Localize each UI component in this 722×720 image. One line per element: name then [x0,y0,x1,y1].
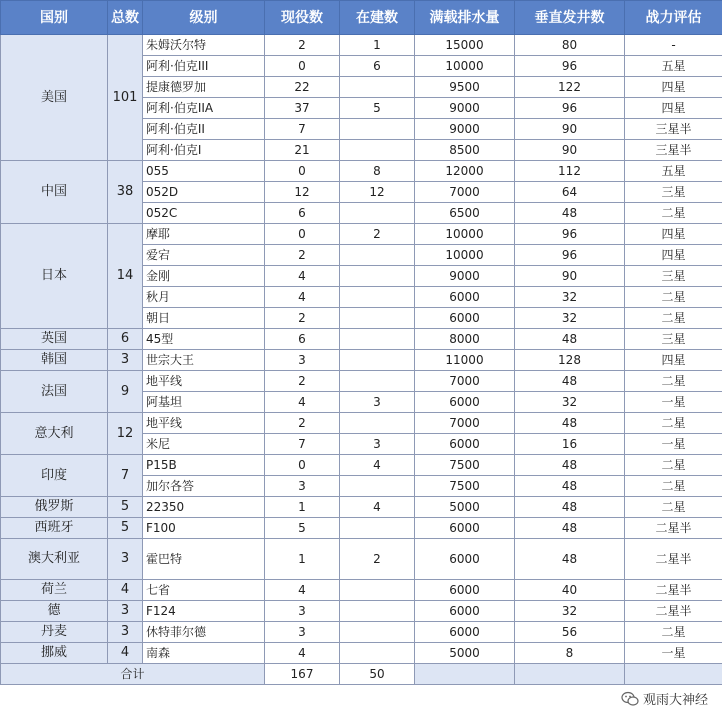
class-cell: 地平线 [143,413,265,434]
rating-cell: 二星 [625,371,722,392]
rating-cell: 二星半 [625,539,722,580]
class-cell: 阿利·伯克III [143,56,265,77]
rating-cell: - [625,35,722,56]
active-cell: 4 [265,266,340,287]
rating-cell: 二星 [625,622,722,643]
rating-cell: 四星 [625,98,722,119]
vls-cell: 122 [515,77,625,98]
vls-cell: 96 [515,245,625,266]
building-cell [340,413,415,434]
displacement-cell: 11000 [415,350,515,371]
rating-cell: 二星 [625,476,722,497]
displacement-cell: 9000 [415,119,515,140]
vls-cell: 48 [515,539,625,580]
displacement-cell: 6000 [415,434,515,455]
building-cell [340,119,415,140]
rating-cell: 三星半 [625,119,722,140]
rating-cell: 二星 [625,287,722,308]
vls-cell: 80 [515,35,625,56]
building-cell [340,77,415,98]
table-row [1,643,722,664]
header-rating: 战力评估 [625,1,722,35]
rating-cell: 四星 [625,245,722,266]
displacement-cell: 6000 [415,601,515,622]
building-cell: 2 [340,224,415,245]
active-cell: 4 [265,580,340,601]
displacement-cell: 7500 [415,476,515,497]
rating-cell: 五星 [625,161,722,182]
displacement-cell: 6000 [415,287,515,308]
total-cell: 6 [108,329,143,350]
country-cell: 印度 [1,455,108,497]
class-cell: 朱姆沃尔特 [143,35,265,56]
country-cell: 澳大利亚 [1,539,108,580]
building-cell: 3 [340,392,415,413]
building-cell [340,601,415,622]
vls-cell: 48 [515,518,625,539]
header-class: 级别 [143,1,265,35]
total-building: 50 [340,664,415,685]
vls-cell: 48 [515,203,625,224]
class-cell: 052D [143,182,265,203]
header-total: 总数 [108,1,143,35]
table-row [1,601,722,622]
header-country: 国别 [1,1,108,35]
total-cell: 4 [108,643,143,664]
building-cell: 2 [340,539,415,580]
class-cell: 七省 [143,580,265,601]
displacement-cell: 7000 [415,182,515,203]
country-cell: 丹麦 [1,622,108,643]
building-cell [340,140,415,161]
class-cell: 加尔各答 [143,476,265,497]
rating-cell: 三星 [625,182,722,203]
active-cell: 1 [265,539,340,580]
active-cell: 6 [265,203,340,224]
header-vls: 垂直发井数 [515,1,625,35]
displacement-cell: 6500 [415,203,515,224]
building-cell [340,476,415,497]
building-cell: 1 [340,35,415,56]
country-cell: 挪威 [1,643,108,664]
active-cell: 3 [265,601,340,622]
displacement-cell: 8500 [415,140,515,161]
rating-cell: 二星 [625,203,722,224]
class-cell: F100 [143,518,265,539]
country-cell: 法国 [1,371,108,413]
table-row [1,413,722,434]
displacement-cell: 7500 [415,455,515,476]
table-row [1,497,722,518]
class-cell: 南森 [143,643,265,664]
watermark [619,689,710,708]
active-cell: 12 [265,182,340,203]
class-cell: 地平线 [143,371,265,392]
vls-cell: 48 [515,371,625,392]
table-row [1,580,722,601]
displacement-cell: 6000 [415,308,515,329]
active-cell: 7 [265,434,340,455]
vls-cell: 32 [515,601,625,622]
active-cell: 0 [265,224,340,245]
vls-cell: 32 [515,308,625,329]
active-cell: 0 [265,455,340,476]
building-cell [340,622,415,643]
class-cell: 米尼 [143,434,265,455]
active-cell: 0 [265,56,340,77]
class-cell: 阿基坦 [143,392,265,413]
country-cell: 日本 [1,224,108,329]
rating-cell: 二星 [625,413,722,434]
vls-cell: 32 [515,392,625,413]
country-cell: 英国 [1,329,108,350]
table-row [1,329,722,350]
vls-cell: 90 [515,266,625,287]
class-cell: 052C [143,203,265,224]
vls-cell: 32 [515,287,625,308]
class-cell: 朝日 [143,308,265,329]
displacement-cell: 6000 [415,518,515,539]
country-cell: 美国 [1,35,108,161]
vls-cell: 48 [515,329,625,350]
vls-cell: 48 [515,413,625,434]
table-row [1,350,722,371]
displacement-cell: 9500 [415,77,515,98]
total-cell: 4 [108,580,143,601]
table-row [1,455,722,476]
active-cell: 21 [265,140,340,161]
total-row [1,664,722,685]
active-cell: 0 [265,161,340,182]
wechat-icon [621,691,639,707]
total-cell: 3 [108,539,143,580]
total-cell: 5 [108,518,143,539]
building-cell [340,329,415,350]
total-cell: 12 [108,413,143,455]
total-blank [625,664,722,685]
active-cell: 2 [265,371,340,392]
header-row [1,1,722,35]
vls-cell: 8 [515,643,625,664]
country-cell: 荷兰 [1,580,108,601]
rating-cell: 三星 [625,266,722,287]
displacement-cell: 15000 [415,35,515,56]
total-cell: 3 [108,601,143,622]
table-row [1,539,722,580]
country-cell: 俄罗斯 [1,497,108,518]
vls-cell: 96 [515,56,625,77]
displacement-cell: 12000 [415,161,515,182]
vls-cell: 56 [515,622,625,643]
rating-cell: 三星半 [625,140,722,161]
table-row [1,518,722,539]
rating-cell: 四星 [625,350,722,371]
class-cell: 22350 [143,497,265,518]
rating-cell: 三星 [625,329,722,350]
total-label: 合计 [1,664,265,685]
building-cell [340,203,415,224]
vls-cell: 16 [515,434,625,455]
total-cell: 3 [108,350,143,371]
vls-cell: 48 [515,476,625,497]
displacement-cell: 5000 [415,643,515,664]
class-cell: 提康德罗加 [143,77,265,98]
vls-cell: 48 [515,455,625,476]
displacement-cell: 5000 [415,497,515,518]
rating-cell: 一星 [625,392,722,413]
rating-cell: 四星 [625,77,722,98]
building-cell: 6 [340,56,415,77]
active-cell: 4 [265,643,340,664]
total-cell: 5 [108,497,143,518]
active-cell: 5 [265,518,340,539]
vls-cell: 90 [515,119,625,140]
class-cell: 休特菲尔德 [143,622,265,643]
class-cell: 055 [143,161,265,182]
total-cell: 9 [108,371,143,413]
total-cell: 101 [108,35,143,161]
active-cell: 2 [265,413,340,434]
vls-cell: 48 [515,497,625,518]
country-cell: 西班牙 [1,518,108,539]
displacement-cell: 9000 [415,266,515,287]
rating-cell: 二星 [625,308,722,329]
total-cell: 38 [108,161,143,224]
table-row [1,35,722,56]
building-cell [340,287,415,308]
table-row [1,622,722,643]
class-cell: 霍巴特 [143,539,265,580]
active-cell: 2 [265,245,340,266]
vls-cell: 128 [515,350,625,371]
class-cell: 金刚 [143,266,265,287]
building-cell [340,518,415,539]
active-cell: 3 [265,476,340,497]
active-cell: 4 [265,287,340,308]
table-body [1,35,722,664]
class-cell: 秋月 [143,287,265,308]
total-cell: 3 [108,622,143,643]
table-row [1,224,722,245]
header-displacement: 满载排水量 [415,1,515,35]
class-cell: 摩耶 [143,224,265,245]
vls-cell: 90 [515,140,625,161]
building-cell: 3 [340,434,415,455]
total-active: 167 [265,664,340,685]
displacement-cell: 6000 [415,622,515,643]
rating-cell: 二星半 [625,601,722,622]
class-cell: 阿利·伯克IIA [143,98,265,119]
class-cell: 阿利·伯克II [143,119,265,140]
header-building: 在建数 [340,1,415,35]
active-cell: 4 [265,392,340,413]
active-cell: 1 [265,497,340,518]
country-cell: 意大利 [1,413,108,455]
building-cell: 4 [340,497,415,518]
building-cell: 8 [340,161,415,182]
vls-cell: 64 [515,182,625,203]
class-cell: F124 [143,601,265,622]
building-cell [340,266,415,287]
building-cell [340,371,415,392]
class-cell: P15B [143,455,265,476]
rating-cell: 一星 [625,434,722,455]
building-cell: 12 [340,182,415,203]
displacement-cell: 7000 [415,413,515,434]
displacement-cell: 10000 [415,224,515,245]
rating-cell: 二星半 [625,518,722,539]
class-cell: 45型 [143,329,265,350]
class-cell: 世宗大王 [143,350,265,371]
active-cell: 22 [265,77,340,98]
rating-cell: 二星 [625,455,722,476]
country-cell: 韩国 [1,350,108,371]
table-row [1,161,722,182]
building-cell: 4 [340,455,415,476]
displacement-cell: 6000 [415,392,515,413]
building-cell [340,350,415,371]
displacement-cell: 7000 [415,371,515,392]
table-row [1,371,722,392]
displacement-cell: 6000 [415,539,515,580]
active-cell: 37 [265,98,340,119]
total-cell: 7 [108,455,143,497]
displacement-cell: 9000 [415,98,515,119]
vls-cell: 112 [515,161,625,182]
displacement-cell: 10000 [415,245,515,266]
building-cell [340,580,415,601]
watermark-text: 观雨大神经 [642,693,708,708]
vls-cell: 96 [515,224,625,245]
vls-cell: 40 [515,580,625,601]
total-blank [515,664,625,685]
header-active: 现役数 [265,1,340,35]
country-cell: 中国 [1,161,108,224]
building-cell: 5 [340,98,415,119]
rating-cell: 四星 [625,224,722,245]
rating-cell: 五星 [625,56,722,77]
class-cell: 爱宕 [143,245,265,266]
country-cell: 德 [1,601,108,622]
active-cell: 3 [265,350,340,371]
active-cell: 7 [265,119,340,140]
active-cell: 3 [265,622,340,643]
displacement-cell: 10000 [415,56,515,77]
class-cell: 阿利·伯克I [143,140,265,161]
displacement-cell: 6000 [415,580,515,601]
active-cell: 2 [265,308,340,329]
vls-cell: 96 [515,98,625,119]
building-cell [340,245,415,266]
building-cell [340,308,415,329]
rating-cell: 二星半 [625,580,722,601]
rating-cell: 一星 [625,643,722,664]
total-blank [415,664,515,685]
active-cell: 6 [265,329,340,350]
building-cell [340,643,415,664]
active-cell: 2 [265,35,340,56]
total-cell: 14 [108,224,143,329]
rating-cell: 二星 [625,497,722,518]
displacement-cell: 8000 [415,329,515,350]
